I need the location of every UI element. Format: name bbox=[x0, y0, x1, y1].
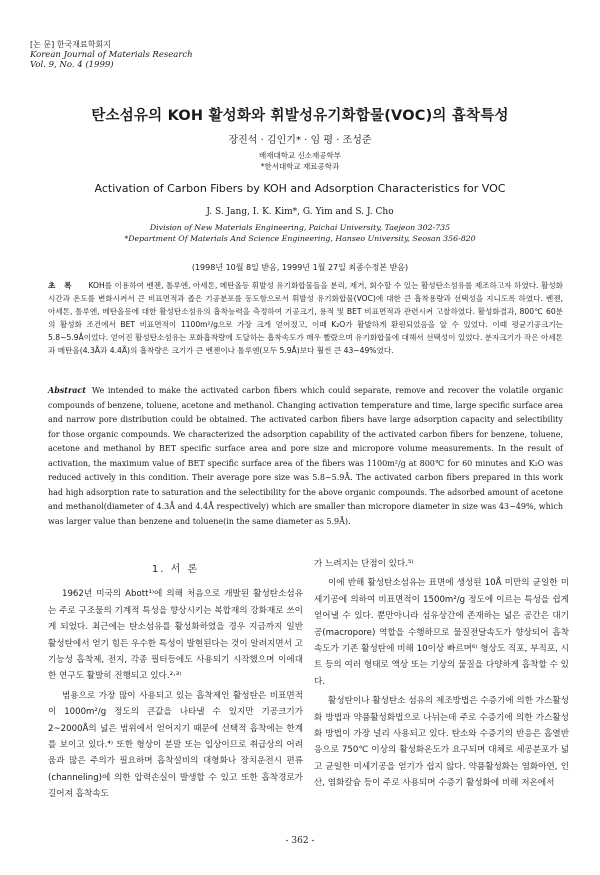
column-left bbox=[48, 562, 303, 803]
journal-name-ko: [논 문] 한국재료학회지 bbox=[30, 40, 111, 49]
abstract-english bbox=[48, 383, 563, 529]
abstract-ko-label: 초 록 bbox=[48, 281, 75, 290]
paragraph: 이에 반해 활성탄소섬유는 표면에 생성된 10Å 미만의 균일한 미세기공에 의하여 비표면적이 1500m²/g 정도에 이르는 특성을 쉽게 얻어낼 수 있다. 뿐만아니라 섬유상간에 존재하는 넓은 공간은 대기공(macropore) 역할을 수행하므로 물질전달속도가 향상되어 흡착속도가 기존 활성탄에 비해 10이상 빠르며⁶⁾ 형상도 직포, 부직포, 시트 등의 여러 형태로 액상 또는 기상의 물질을 다양하게 흡착할 수 있다. bbox=[314, 578, 569, 687]
affiliation-ko-2: *한서대학교 재료공학과 bbox=[260, 162, 340, 171]
column-right bbox=[314, 556, 569, 792]
page-number: - 362 - bbox=[285, 836, 315, 846]
abstract-ko-text: KOH를 이용하여 벤젠, 톨루엔, 아세톤, 메탄올등 휘발성 유기화합물들을 분리, 제거, 회수할 수 있는 활성탄소섬유를 제조하고자 하였다. 활성화시간과 온도를 변화시켜서 큰 비표면적과 좁은 기공분포를 동도함으로서 휘발성 유기화합물(VOC)에 대한 큰 흡착용량과 선택성을 지니도록 하였다. 벤젠, 아세톤, 톨루엔, 메탄올등에 대한 활성탄소섬유의 흡착능력을 측정하여 기공크기, 용적 및 BET 비표면적과 관련시켜 고찰하였다. 활성화결과, 800℃ 60분의 활성화 조건에서 BET 비표면적이 1100m²/g으로 가장 크게 얻어졌고, 이때 K₂O가 활발하게 환원되었음을 알 수 있었다. 이때 평균기공크기는 5.8~5.9Å이었다. 얻어진 활성탄소섬유는 포화흡착량에 도달하는 흡착속도가 매우 빨랐으며 유기화합물에 대해서 선택성이 있었다. 분자크기가 작은 아세톤과 메탄올(4.3Å과 4.4Å)의 흡착량은 크기가 큰 벤젠이나 톨루엔(모두 5.9Å)보다 훨씬 큰 43~49%였다. bbox=[48, 281, 563, 356]
affiliation-en-2: *Department Of Materials And Science Engineering, Hanseo University, Seosan 356-820 bbox=[124, 234, 476, 243]
paragraph: 가 느려지는 단점이 있다.⁵⁾ bbox=[314, 559, 414, 569]
title-english: Activation of Carbon Fibers by KOH and Adsorption Characteristics for VOC bbox=[94, 182, 506, 195]
section-heading-introduction: 1. 서 론 bbox=[151, 564, 200, 575]
journal-volume: Vol. 9, No. 4 (1999) bbox=[30, 60, 114, 70]
journal-header bbox=[30, 40, 193, 70]
authors-english: J. S. Jang, I. K. Kim*, G. Yim and S. J. Cho bbox=[206, 207, 394, 217]
authors-korean: 장진석 · 김인기* · 임 평 · 조성준 bbox=[228, 135, 372, 146]
abstract-korean bbox=[48, 279, 563, 358]
affiliation-ko-1: 배재대학교 신소재공학부 bbox=[258, 151, 342, 160]
title-korean: 탄소섬유의 KOH 활성화와 휘발성유기화합물(VOC)의 흡착특성 bbox=[91, 108, 509, 124]
affiliation-en-1: Division of New Materials Engineering, Paichai University, Taejeon 302-735 bbox=[149, 223, 451, 232]
journal-name-en: Korean Journal of Materials Research bbox=[30, 50, 193, 60]
abstract-en-label: Abstract bbox=[48, 385, 86, 395]
paragraph: 1962년 미국의 Abott¹⁾에 의해 처음으로 개발된 활성탄소섬유는 주로 구조물의 기계적 특성을 향상시키는 복합재의 강화재로 쓰이게 되었다. 최근에는 탄소섬유를 활성화하였을 경우 지금까지 일반 활성탄에서 얻기 힘든 우수한 특성이 발현된다는 것이 알려지면서 고기능성 흡착제, 전지, 각종 필터등에도 사용되기 시작했으며 이에대한 연구도 활발히 진행되고 있다.²·³⁾ bbox=[48, 589, 303, 682]
paragraph: 활성탄이나 활성탄소 섬유의 제조방법은 수증기에 의한 가스활성화 방법과 약품활성화법으로 나뉘는데 주로 수증기에 의한 가스활성화 방법이 가장 널리 사용되고 있다. 탄소와 수증기의 반응은 흡열반응으로 750℃ 이상의 활성화온도가 요구되며 대체로 세공분포가 넓고 균일한 미세기공을 얻기가 쉽지 않다. 약품활성화는 염화아연, 인산, 염화칼슘 등이 주로 사용되며 수증기 활성화에 비해 저온에서 bbox=[314, 696, 569, 789]
received-date: (1998년 10월 8일 받음, 1999년 1월 27일 최종수정본 받음) bbox=[191, 263, 409, 272]
paragraph: 범용으로 가장 많이 사용되고 있는 흡착제인 활성탄은 비표면적이 1000m²/g 정도의 큰값을 나타낼 수 있지만 기공크기가 2~2000Å의 넓은 범위에서 얻어지기 때문에 선택적 흡착에는 한계를 보이고 있다.⁴⁾ 또한 형상이 분말 또는 입상이므로 취급상의 어려움과 많은 주의가 필요하며 흡착설비의 대형화나 장치운전시 편류(channeling)에 의한 압력손실이 발생할 수 있고 또한 흡착경로가 길어져 흡착속도 bbox=[48, 690, 303, 800]
affiliations-english bbox=[0, 222, 600, 244]
abstract-en-text: We intended to make the activated carbon fibers which could separate, remove and recover the volatile organic compounds of benzene, toluene, acetone and methanol. Changing activation temperature and time, large specific surface area and narrow pore distribution could be obtained. The activated carbon fibers have large adsorption capacity and selectibility for those organic compounds. We characterized the adsorption capability of the activated carbon fibers for benzene, toluene, acetone and methanol by BET specific surface area and pore size and micropore volume measurements. In the result of activation, the maximum value of BET specific surface area of the fibers was 1100m²/g at 800℃ for 60 minutes and K₂O was reduced actively in this condition. Their average pore size was 5.8~5.9Å. The activated carbon fibers prepared in this work had high adsorption rate to saturation and the selectibility for the above organic compounds. The adsorbed amount of acetone and methanol(diameter of 4.3Å and 4.4Å respectively) which are smaller than micropore diameter in size was 43~49%, which was larger value than benzene and toluene(in the same diameter as 5.9Å). bbox=[48, 386, 564, 526]
affiliations-korean bbox=[0, 150, 600, 172]
